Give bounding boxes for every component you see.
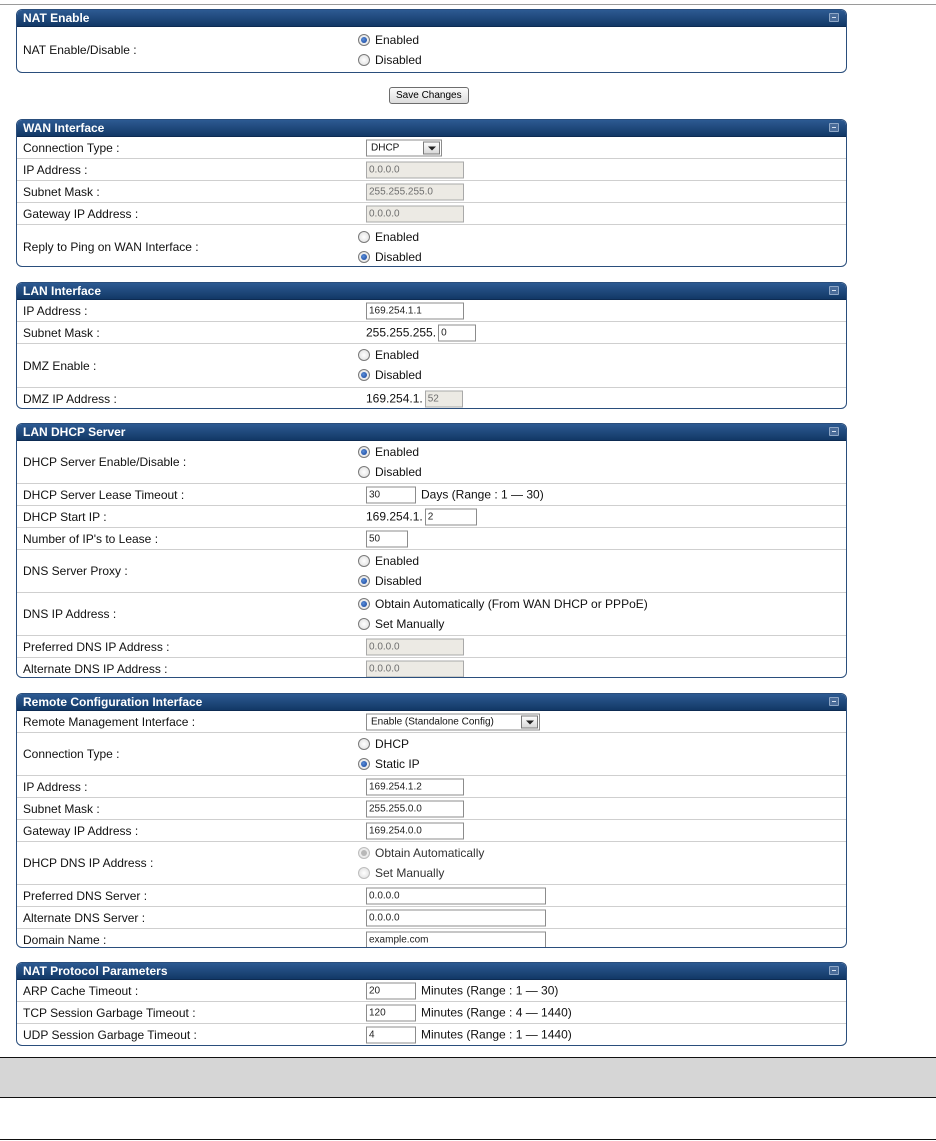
dns-ip-label: DNS IP Address : xyxy=(23,607,117,621)
panel-header xyxy=(17,424,846,441)
radio-unselected-icon[interactable] xyxy=(358,738,370,750)
row-dmz-ip xyxy=(17,388,846,409)
lease-timeout-field[interactable]: 30 xyxy=(366,486,416,503)
radio-nat-disabled[interactable]: Disabled xyxy=(358,50,422,70)
panel-title: NAT Enable xyxy=(23,11,90,25)
row-pref-dns xyxy=(17,636,846,658)
row-lease-count xyxy=(17,528,846,550)
row-dhcp-enable xyxy=(17,441,846,484)
connection-type-select[interactable]: DHCP xyxy=(366,139,442,156)
remote-pref-dns-field[interactable]: 0.0.0.0 xyxy=(366,887,546,904)
save-changes-button[interactable]: Save Changes xyxy=(389,87,469,104)
collapse-icon[interactable] xyxy=(829,427,839,436)
lan-mask-label: Subnet Mask : xyxy=(23,325,100,340)
row-alt-dns xyxy=(17,658,846,678)
panel-header xyxy=(17,694,846,711)
radio-unselected-icon[interactable] xyxy=(358,231,370,243)
alt-dns-label: Alternate DNS IP Address : xyxy=(23,661,168,676)
nat-enable-label: NAT Enable/Disable : xyxy=(23,43,137,57)
row-udp-timeout xyxy=(17,1024,846,1045)
row-remote-pref-dns xyxy=(17,885,846,907)
table-header-row xyxy=(0,1058,936,1098)
remote-gateway-field[interactable]: 169.254.0.0 xyxy=(366,822,464,839)
lease-range-text: Days (Range : 1 — 30) xyxy=(421,487,544,502)
arp-timeout-label: ARP Cache Timeout : xyxy=(23,983,139,998)
row-nat-enable xyxy=(17,27,846,73)
row-lan-ip xyxy=(17,300,846,322)
radio-selected-icon[interactable] xyxy=(358,758,370,770)
radio-unselected-icon[interactable] xyxy=(358,466,370,478)
wan-ip-label: IP Address : xyxy=(23,162,88,177)
panel-lan-dhcp-server xyxy=(16,423,847,678)
panel-title: LAN DHCP Server xyxy=(23,425,126,439)
panel-title: NAT Protocol Parameters xyxy=(23,964,168,978)
remote-pref-dns-label: Preferred DNS Server : xyxy=(23,888,148,903)
radio-unselected-icon[interactable] xyxy=(358,54,370,66)
radio-selected-icon[interactable] xyxy=(358,446,370,458)
row-remote-conn xyxy=(17,733,846,776)
radio-dhcp-enabled[interactable]: Enabled xyxy=(358,442,422,462)
top-divider xyxy=(0,4,936,5)
radio-nat-enabled[interactable]: Enabled xyxy=(358,30,422,50)
remote-mgmt-label: Remote Management Interface : xyxy=(23,714,196,729)
tcp-range-text: Minutes (Range : 4 — 1440) xyxy=(421,1005,572,1020)
row-wan-ip xyxy=(17,159,846,181)
row-domain-name xyxy=(17,929,846,948)
row-tcp-timeout xyxy=(17,1002,846,1024)
radio-selected-icon[interactable] xyxy=(358,575,370,587)
wan-ip-field[interactable]: 0.0.0.0 xyxy=(366,161,464,178)
row-dmz-enable xyxy=(17,344,846,388)
dmz-ip-label: DMZ IP Address : xyxy=(23,391,117,406)
radio-selected-icon[interactable] xyxy=(358,251,370,263)
panel-header xyxy=(17,963,846,980)
radio-ping-enabled[interactable]: Enabled xyxy=(358,227,422,247)
panel-nat-params xyxy=(16,962,847,1046)
bottom-table xyxy=(0,1057,936,1141)
dhcp-start-label: DHCP Start IP : xyxy=(23,509,107,524)
row-wan-ping xyxy=(17,225,846,267)
collapse-icon[interactable] xyxy=(829,123,839,132)
start-ip-prefix: 169.254.1. xyxy=(366,509,423,524)
remote-dns-label: DHCP DNS IP Address : xyxy=(23,856,154,870)
chevron-down-icon[interactable] xyxy=(423,141,440,154)
row-wan-gateway xyxy=(17,203,846,225)
radio-proxy-disabled[interactable]: Disabled xyxy=(358,571,422,591)
wan-ping-label: Reply to Ping on WAN Interface : xyxy=(23,240,199,254)
dhcp-enable-label: DHCP Server Enable/Disable : xyxy=(23,455,187,469)
radio-dns-auto[interactable]: Obtain Automatically (From WAN DHCP or PPPoE) xyxy=(358,594,648,614)
dns-proxy-label: DNS Server Proxy : xyxy=(23,564,128,578)
radio-remote-static[interactable]: Static IP xyxy=(358,754,420,774)
panel-lan-interface xyxy=(16,282,847,409)
remote-ip-label: IP Address : xyxy=(23,779,88,794)
dmz-enable-label: DMZ Enable : xyxy=(23,358,97,373)
radio-proxy-enabled[interactable]: Enabled xyxy=(358,551,422,571)
tcp-timeout-field[interactable]: 120 xyxy=(366,1004,416,1021)
lan-mask-last-field[interactable]: 0 xyxy=(438,324,476,341)
remote-gateway-label: Gateway IP Address : xyxy=(23,823,139,838)
row-arp-timeout xyxy=(17,980,846,1002)
panel-title: LAN Interface xyxy=(23,284,102,298)
panel-wan-interface xyxy=(16,119,847,267)
lan-ip-field[interactable]: 169.254.1.1 xyxy=(366,302,464,319)
row-wan-mask xyxy=(17,181,846,203)
radio-dmz-disabled[interactable]: Disabled xyxy=(358,365,422,385)
lease-timeout-label: DHCP Server Lease Timeout : xyxy=(23,487,185,502)
row-connection-type xyxy=(17,137,846,159)
radio-remote-dns-manual[interactable]: Set Manually xyxy=(358,863,484,883)
collapse-icon[interactable] xyxy=(829,697,839,706)
remote-alt-dns-field[interactable]: 0.0.0.0 xyxy=(366,909,546,926)
remote-mgmt-select[interactable]: Enable (Standalone Config) xyxy=(366,713,540,730)
chevron-down-icon[interactable] xyxy=(521,715,538,728)
pref-dns-label: Preferred DNS IP Address : xyxy=(23,639,170,654)
radio-ping-disabled[interactable]: Disabled xyxy=(358,247,422,267)
row-lan-mask xyxy=(17,322,846,344)
radio-selected-icon[interactable] xyxy=(358,34,370,46)
row-dhcp-start xyxy=(17,506,846,528)
row-remote-alt-dns xyxy=(17,907,846,929)
dmz-ip-prefix: 169.254.1. xyxy=(366,391,423,406)
domain-name-label: Domain Name : xyxy=(23,932,107,947)
panel-nat-enable xyxy=(16,9,847,73)
panel-header xyxy=(17,10,846,27)
lease-count-field[interactable]: 50 xyxy=(366,530,408,547)
panel-header xyxy=(17,283,846,300)
lan-ip-label: IP Address : xyxy=(23,303,88,318)
dhcp-start-last-field[interactable]: 2 xyxy=(425,508,477,525)
remote-conn-label: Connection Type : xyxy=(23,747,120,761)
udp-timeout-field[interactable]: 4 xyxy=(366,1026,416,1043)
row-remote-dns xyxy=(17,842,846,885)
wan-gateway-field[interactable]: 0.0.0.0 xyxy=(366,205,464,222)
remote-alt-dns-label: Alternate DNS Server : xyxy=(23,910,146,925)
panel-header xyxy=(17,120,846,137)
collapse-icon[interactable] xyxy=(829,13,839,22)
radio-dmz-enabled[interactable]: Enabled xyxy=(358,345,422,365)
table-rule xyxy=(0,1139,936,1140)
row-dns-ip xyxy=(17,593,846,636)
panel-title: Remote Configuration Interface xyxy=(23,695,203,709)
arp-range-text: Minutes (Range : 1 — 30) xyxy=(421,983,559,998)
row-remote-mgmt xyxy=(17,711,846,733)
radio-unselected-icon[interactable] xyxy=(358,349,370,361)
remote-ip-field[interactable]: 169.254.1.2 xyxy=(366,778,464,795)
radio-unselected-icon[interactable] xyxy=(358,555,370,567)
row-remote-ip xyxy=(17,776,846,798)
mask-prefix: 255.255.255. xyxy=(366,325,437,340)
row-remote-gateway xyxy=(17,820,846,842)
udp-range-text: Minutes (Range : 1 — 1440) xyxy=(421,1027,572,1042)
panel-title: WAN Interface xyxy=(23,121,105,135)
connection-type-label: Connection Type : xyxy=(23,140,120,155)
wan-gateway-label: Gateway IP Address : xyxy=(23,206,139,221)
radio-selected-icon[interactable] xyxy=(358,369,370,381)
row-dns-proxy xyxy=(17,550,846,593)
remote-mask-field[interactable]: 255.255.0.0 xyxy=(366,800,464,817)
radio-remote-dns-auto[interactable]: Obtain Automatically xyxy=(358,843,484,863)
radio-unselected-icon[interactable] xyxy=(358,867,370,879)
radio-remote-dhcp[interactable]: DHCP xyxy=(358,734,420,754)
radio-selected-icon[interactable] xyxy=(358,598,370,610)
tcp-timeout-label: TCP Session Garbage Timeout : xyxy=(23,1005,196,1020)
radio-unselected-icon[interactable] xyxy=(358,618,370,630)
collapse-icon[interactable] xyxy=(829,286,839,295)
collapse-icon[interactable] xyxy=(829,966,839,975)
arp-timeout-field[interactable]: 20 xyxy=(366,982,416,999)
wan-mask-field[interactable]: 255.255.255.0 xyxy=(366,183,464,200)
wan-mask-label: Subnet Mask : xyxy=(23,184,100,199)
panel-remote-config xyxy=(16,693,847,948)
radio-selected-icon[interactable] xyxy=(358,847,370,859)
row-remote-mask xyxy=(17,798,846,820)
pref-dns-field[interactable]: 0.0.0.0 xyxy=(366,638,464,655)
radio-dhcp-disabled[interactable]: Disabled xyxy=(358,462,422,482)
udp-timeout-label: UDP Session Garbage Timeout : xyxy=(23,1027,197,1042)
lease-count-label: Number of IP's to Lease : xyxy=(23,531,159,546)
row-lease-timeout xyxy=(17,484,846,506)
domain-name-field[interactable]: example.com xyxy=(366,931,546,948)
radio-dns-manual[interactable]: Set Manually xyxy=(358,614,648,634)
remote-mask-label: Subnet Mask : xyxy=(23,801,100,816)
dmz-ip-last-field[interactable]: 52 xyxy=(425,390,463,407)
alt-dns-field[interactable]: 0.0.0.0 xyxy=(366,660,464,677)
